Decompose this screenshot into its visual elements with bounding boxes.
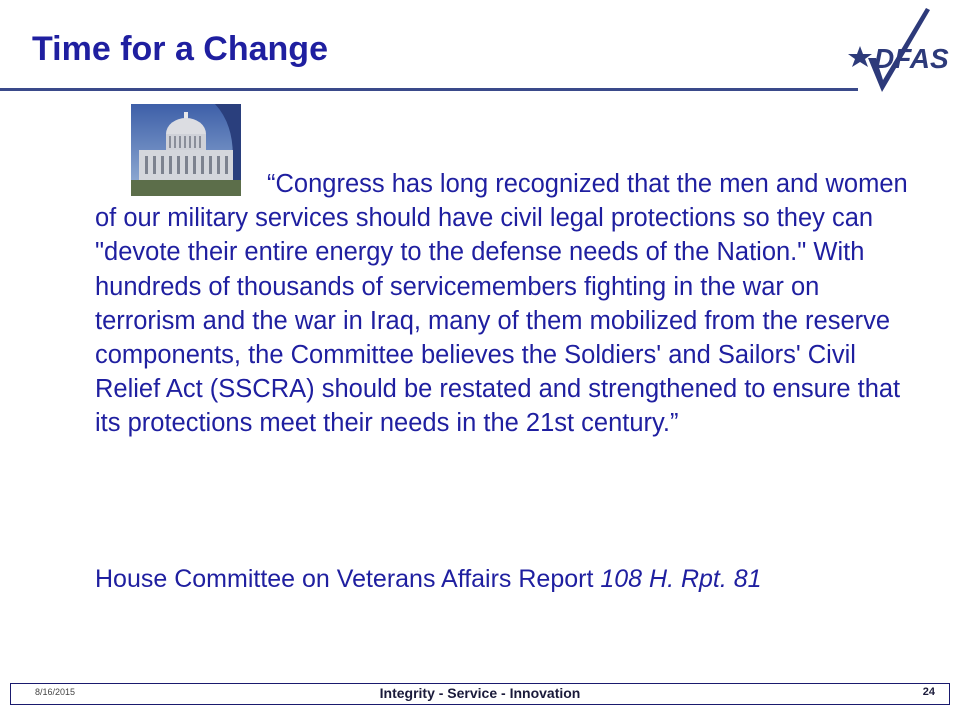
quote-block xyxy=(95,167,920,441)
slide-title: Time for a Change xyxy=(32,30,328,68)
title-divider xyxy=(0,88,858,91)
dfas-logo-icon xyxy=(846,6,949,98)
footer-tagline: Integrity - Service - Innovation xyxy=(379,685,581,701)
citation-source: House Committee on Veterans Affairs Report xyxy=(95,565,601,593)
footer-date: 8/16/2015 xyxy=(35,687,76,697)
footer-bar xyxy=(10,683,950,705)
citation-reference: 108 H. Rpt. 81 xyxy=(600,565,762,593)
page-number: 24 xyxy=(922,686,935,698)
quote-text: “Congress has long recognized that the men and women of our military services should have civil legal protections so they can "devote their entire energy to the defense needs of the Nation." With hundreds of thousands of servicemembers fighting in the war on terrorism and the war in Iraq, many of them mobilized from the reserve components, the Committee believes the Soldiers' and Sailors' Civil Relief Act (SSCRA) should be restated and strengthened to ensure that its protections meet their needs in the 21st century.” xyxy=(95,170,908,438)
citation xyxy=(95,565,762,594)
logo-text: DFAS xyxy=(874,43,949,74)
